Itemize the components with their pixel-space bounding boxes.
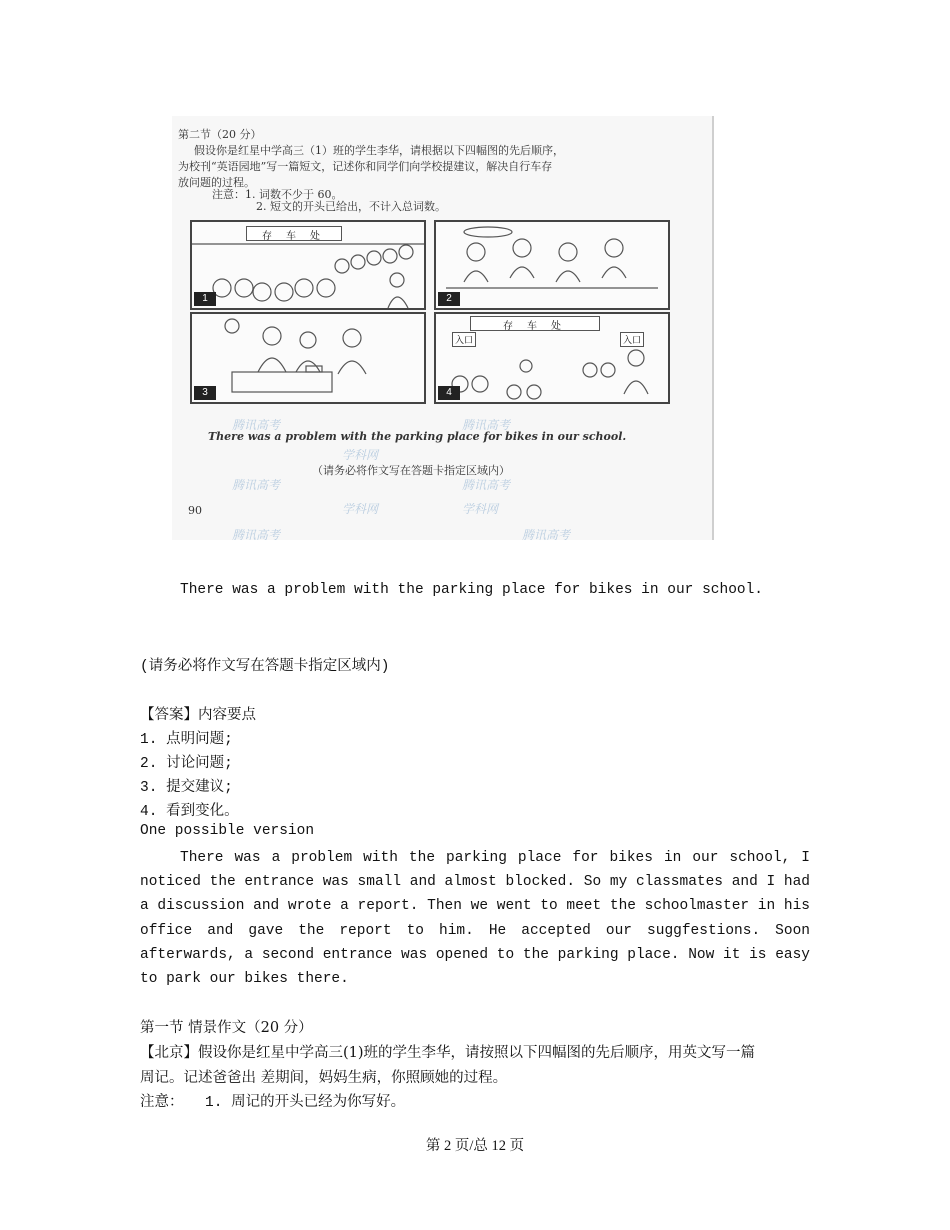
scan-note2: 2. 短文的开头已给出，不计入总词数。 bbox=[256, 200, 446, 213]
watermark: 腾讯高考 bbox=[232, 418, 281, 432]
panel-number-2: 2 bbox=[438, 292, 460, 306]
exam-scan-image bbox=[172, 116, 714, 540]
answer-point-4: 4. 看到变化。 bbox=[140, 804, 239, 820]
watermark: 学科网 bbox=[462, 502, 499, 516]
scan-prompt-line2: 为校刊“英语园地”写一篇短文，记述你和同学们向学校提建议，解决自行车存 bbox=[178, 160, 553, 173]
answer-point-2: 2. 讨论问题; bbox=[140, 756, 233, 772]
bikes-crowd-illustration bbox=[192, 222, 424, 308]
scan-caption-cn: （请务必将作文写在答题卡指定区域内） bbox=[312, 464, 510, 477]
model-essay: There was a problem with the parking place for bikes in our school, I noticed the entrance was small and almost blocked. So my classmates and I had a discussion and wrote a report. Then we went to meet the schoolmaster in his office and gave the report to him. He accepted our suggfestions. Soon afterwards, a second entrance was opened to the parking place. Now it is easy to park our bikes there. bbox=[140, 850, 811, 988]
comic-panel-2 bbox=[434, 220, 670, 310]
comic-panel-1 bbox=[190, 220, 426, 310]
answer-heading: 【答案】内容要点 bbox=[140, 708, 256, 724]
scan-caption-en: There was a problem with the parking place for bikes in our school. bbox=[208, 430, 627, 443]
watermark: 腾讯高考 bbox=[522, 528, 571, 540]
scan-prompt-line1: 假设你是红星中学高三（1）班的学生李华，请根据以下四幅图的先后顺序， bbox=[194, 144, 564, 157]
note-text: 1. 周记的开头已经为你写好。 bbox=[205, 1095, 406, 1111]
entrance-sign-1: 入口 bbox=[452, 332, 476, 347]
scan-section-header: 第二节（20 分） bbox=[178, 128, 262, 141]
parking-sign-new: 存车处 bbox=[470, 316, 600, 331]
beijing-prompt-line1: 【北京】假设你是红星中学高三(1)班的学生李华，请按照以下四幅图的先后顺序，用英文写一篇 bbox=[140, 1045, 756, 1061]
panel-number-1: 1 bbox=[194, 292, 216, 306]
comic-panel-4 bbox=[434, 312, 670, 404]
instruction-line: (请务必将作文写在答题卡指定区域内) bbox=[140, 659, 390, 675]
watermark: 学科网 bbox=[342, 502, 379, 516]
schoolmaster-office-illustration bbox=[192, 314, 424, 402]
students-discussion-illustration bbox=[436, 222, 668, 308]
scan-page-number: 90 bbox=[188, 504, 202, 517]
panel-number-3: 3 bbox=[194, 386, 216, 400]
watermark: 腾讯高考 bbox=[232, 528, 281, 540]
answer-point-1: 1. 点明问题; bbox=[140, 732, 233, 748]
watermark: 腾讯高考 bbox=[462, 478, 511, 492]
version-label: One possible version bbox=[140, 823, 315, 839]
note-label: 注意： bbox=[140, 1094, 184, 1110]
entrance-sign-2: 入口 bbox=[620, 332, 644, 347]
watermark: 腾讯高考 bbox=[232, 478, 281, 492]
watermark: 腾讯高考 bbox=[462, 418, 511, 432]
page-footer: 第 2 页/总 12 页 bbox=[425, 1138, 525, 1154]
panel-number-4: 4 bbox=[438, 386, 460, 400]
comic-panel-3 bbox=[190, 312, 426, 404]
section-title: 第一节 情景作文（20 分） bbox=[140, 1020, 313, 1036]
scan-note1: 注意：1. 词数不少于 60。 bbox=[212, 188, 343, 201]
beijing-prompt-line2: 周记。记述爸爸出 差期间，妈妈生病，你照顾她的过程。 bbox=[140, 1070, 508, 1086]
answer-point-3: 3. 提交建议; bbox=[140, 780, 233, 796]
caption-line: There was a problem with the parking place for bikes in our school. bbox=[180, 582, 763, 598]
watermark: 学科网 bbox=[342, 448, 379, 462]
scan-prompt-line3: 放问题的过程。 bbox=[178, 176, 255, 189]
parking-sign: 存车处 bbox=[246, 226, 342, 241]
two-entrances-illustration bbox=[436, 314, 668, 402]
